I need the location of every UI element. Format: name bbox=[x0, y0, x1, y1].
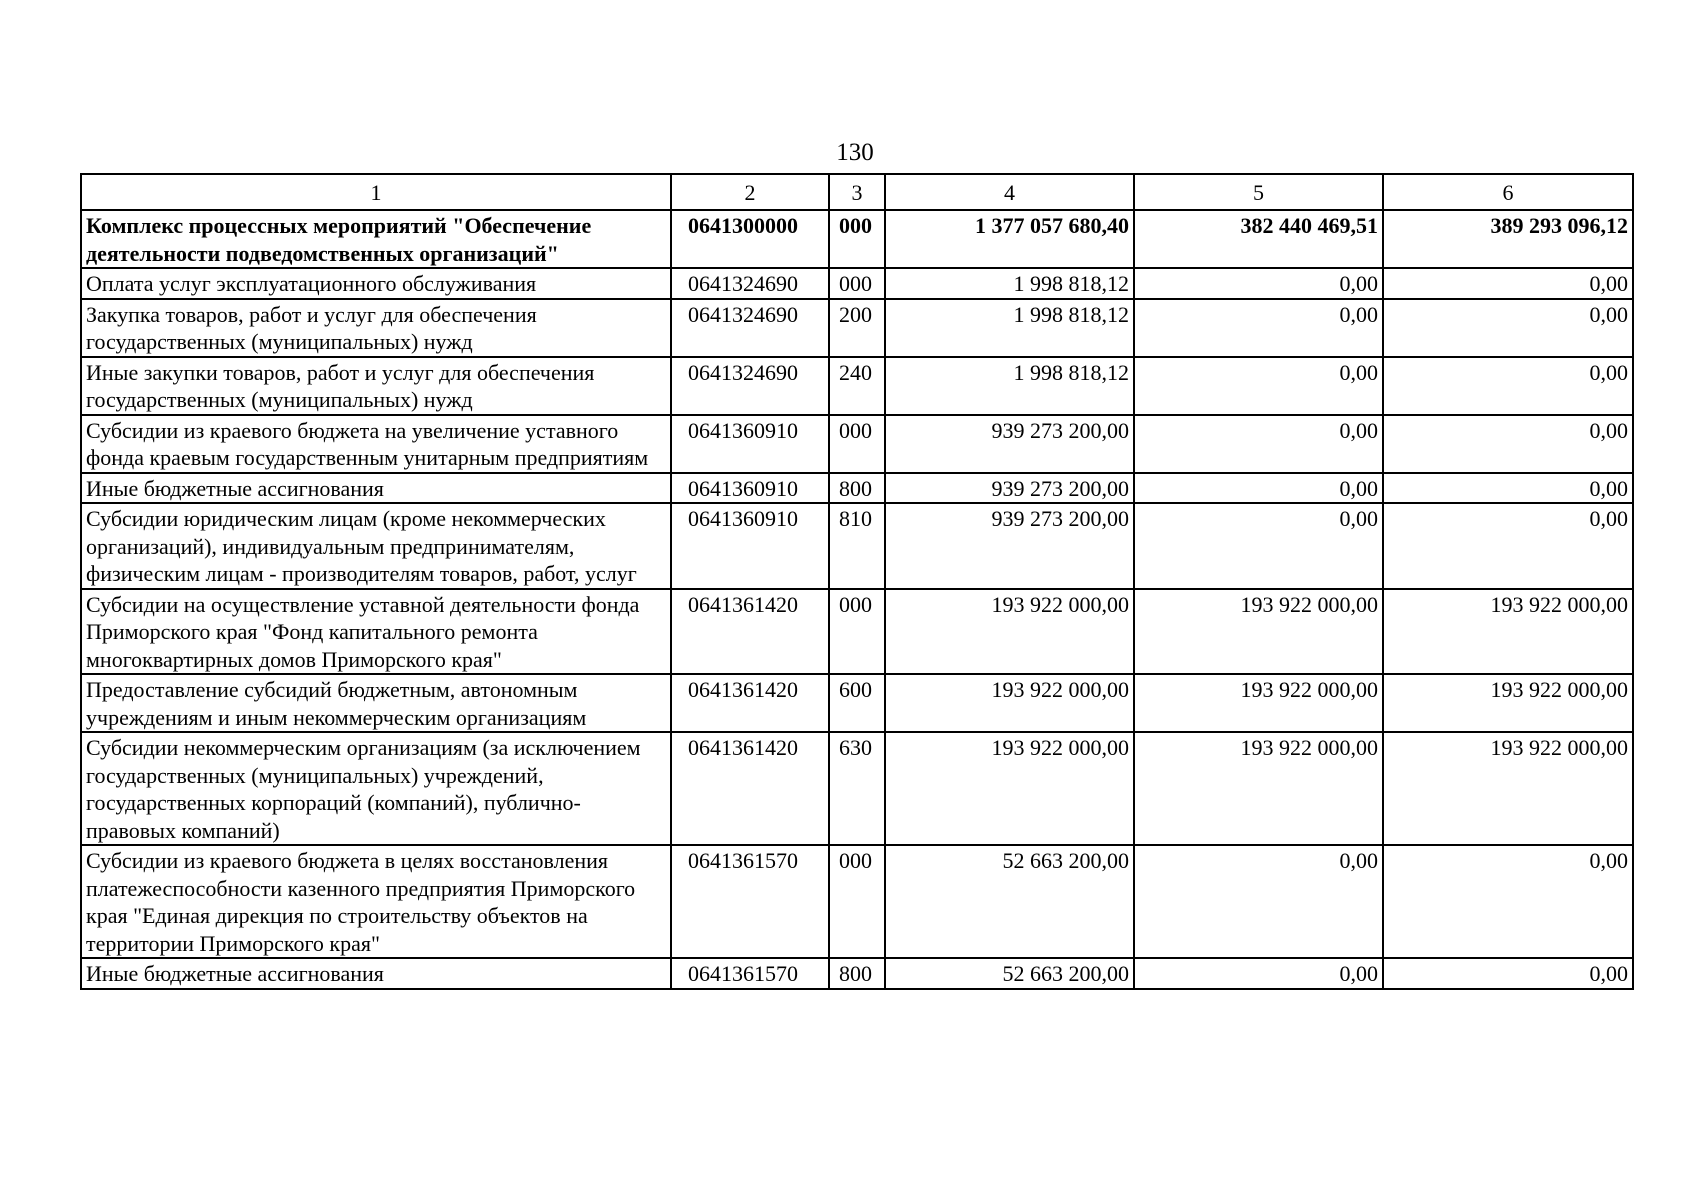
table-row bbox=[81, 210, 1633, 268]
row-expense-type-cell: 810 bbox=[829, 503, 885, 589]
table-row bbox=[81, 732, 1633, 845]
row-amount-col5-cell: 0,00 bbox=[1134, 299, 1383, 357]
row-amount-col6-cell: 193 922 000,00 bbox=[1383, 732, 1633, 845]
row-expense-type-cell: 000 bbox=[829, 415, 885, 473]
row-amount-col6-cell: 389 293 096,12 bbox=[1383, 210, 1633, 268]
row-name-cell: Субсидии из краевого бюджета на увеличение уставного фонда краевым государственным унитарным предприятиям bbox=[81, 415, 671, 473]
row-name-cell: Комплекс процессных мероприятий "Обеспечение деятельности подведомственных организаций" bbox=[81, 210, 671, 268]
row-expense-type-cell: 000 bbox=[829, 589, 885, 675]
row-name-cell: Предоставление субсидий бюджетным, автономным учреждениям и иным некоммерческим организациям bbox=[81, 674, 671, 732]
column-number-4: 4 bbox=[885, 174, 1134, 210]
row-target-code-cell: 0641361420 bbox=[671, 732, 829, 845]
row-name-cell: Иные бюджетные ассигнования bbox=[81, 473, 671, 504]
row-target-code-cell: 0641324690 bbox=[671, 268, 829, 299]
row-target-code-cell: 0641360910 bbox=[671, 473, 829, 504]
table-row bbox=[81, 299, 1633, 357]
row-name-cell: Иные бюджетные ассигнования bbox=[81, 958, 671, 989]
table-row bbox=[81, 503, 1633, 589]
column-number-header-row bbox=[81, 174, 1633, 210]
row-amount-col4-cell: 193 922 000,00 bbox=[885, 589, 1134, 675]
row-amount-col5-cell: 0,00 bbox=[1134, 958, 1383, 989]
table-row bbox=[81, 415, 1633, 473]
row-name-cell: Оплата услуг эксплуатационного обслуживания bbox=[81, 268, 671, 299]
column-number-3: 3 bbox=[829, 174, 885, 210]
row-amount-col5-cell: 193 922 000,00 bbox=[1134, 589, 1383, 675]
row-amount-col4-cell: 193 922 000,00 bbox=[885, 732, 1134, 845]
row-amount-col5-cell: 382 440 469,51 bbox=[1134, 210, 1383, 268]
row-amount-col6-cell: 193 922 000,00 bbox=[1383, 674, 1633, 732]
table-row bbox=[81, 268, 1633, 299]
row-amount-col5-cell: 0,00 bbox=[1134, 415, 1383, 473]
row-amount-col4-cell: 939 273 200,00 bbox=[885, 415, 1134, 473]
row-amount-col4-cell: 193 922 000,00 bbox=[885, 674, 1134, 732]
row-expense-type-cell: 800 bbox=[829, 473, 885, 504]
row-name-cell: Субсидии некоммерческим организациям (за исключением государственных (муниципальных) учреждений, государственных корпораций (компаний), публично-правовых компаний) bbox=[81, 732, 671, 845]
row-amount-col4-cell: 939 273 200,00 bbox=[885, 503, 1134, 589]
row-target-code-cell: 0641360910 bbox=[671, 415, 829, 473]
row-expense-type-cell: 630 bbox=[829, 732, 885, 845]
row-expense-type-cell: 240 bbox=[829, 357, 885, 415]
table-body bbox=[81, 210, 1633, 989]
row-amount-col4-cell: 52 663 200,00 bbox=[885, 845, 1134, 958]
table-row bbox=[81, 674, 1633, 732]
row-expense-type-cell: 600 bbox=[829, 674, 885, 732]
row-amount-col6-cell: 0,00 bbox=[1383, 415, 1633, 473]
table-row bbox=[81, 845, 1633, 958]
row-amount-col5-cell: 0,00 bbox=[1134, 845, 1383, 958]
row-amount-col6-cell: 0,00 bbox=[1383, 299, 1633, 357]
row-amount-col4-cell: 1 998 818,12 bbox=[885, 299, 1134, 357]
row-target-code-cell: 0641360910 bbox=[671, 503, 829, 589]
row-name-cell: Иные закупки товаров, работ и услуг для обеспечения государственных (муниципальных) нужд bbox=[81, 357, 671, 415]
row-name-cell: Закупка товаров, работ и услуг для обеспечения государственных (муниципальных) нужд bbox=[81, 299, 671, 357]
budget-table bbox=[80, 173, 1634, 990]
page-number: 130 bbox=[836, 139, 874, 166]
row-expense-type-cell: 000 bbox=[829, 268, 885, 299]
table-row bbox=[81, 589, 1633, 675]
row-amount-col6-cell: 0,00 bbox=[1383, 357, 1633, 415]
column-number-1: 1 bbox=[81, 174, 671, 210]
row-amount-col4-cell: 1 377 057 680,40 bbox=[885, 210, 1134, 268]
row-expense-type-cell: 000 bbox=[829, 845, 885, 958]
row-amount-col6-cell: 0,00 bbox=[1383, 473, 1633, 504]
row-amount-col4-cell: 1 998 818,12 bbox=[885, 357, 1134, 415]
row-amount-col6-cell: 193 922 000,00 bbox=[1383, 589, 1633, 675]
row-expense-type-cell: 200 bbox=[829, 299, 885, 357]
row-amount-col4-cell: 1 998 818,12 bbox=[885, 268, 1134, 299]
row-target-code-cell: 0641300000 bbox=[671, 210, 829, 268]
row-name-cell: Субсидии юридическим лицам (кроме некоммерческих организаций), индивидуальным предпринимателям, физическим лицам - производителям товаров, работ, услуг bbox=[81, 503, 671, 589]
column-number-6: 6 bbox=[1383, 174, 1633, 210]
row-target-code-cell: 0641324690 bbox=[671, 357, 829, 415]
row-target-code-cell: 0641361570 bbox=[671, 845, 829, 958]
column-number-5: 5 bbox=[1134, 174, 1383, 210]
column-number-2: 2 bbox=[671, 174, 829, 210]
row-amount-col5-cell: 0,00 bbox=[1134, 473, 1383, 504]
row-amount-col5-cell: 193 922 000,00 bbox=[1134, 732, 1383, 845]
row-amount-col4-cell: 939 273 200,00 bbox=[885, 473, 1134, 504]
row-expense-type-cell: 000 bbox=[829, 210, 885, 268]
row-amount-col6-cell: 0,00 bbox=[1383, 503, 1633, 589]
row-amount-col4-cell: 52 663 200,00 bbox=[885, 958, 1134, 989]
row-target-code-cell: 0641361420 bbox=[671, 589, 829, 675]
row-name-cell: Субсидии из краевого бюджета в целях восстановления платежеспособности казенного предприятия Приморского края "Единая дирекция по строительству объектов на территории Приморского края" bbox=[81, 845, 671, 958]
row-amount-col5-cell: 0,00 bbox=[1134, 268, 1383, 299]
row-amount-col6-cell: 0,00 bbox=[1383, 958, 1633, 989]
row-target-code-cell: 0641361420 bbox=[671, 674, 829, 732]
table-row bbox=[81, 357, 1633, 415]
row-amount-col5-cell: 0,00 bbox=[1134, 503, 1383, 589]
table-row bbox=[81, 958, 1633, 989]
row-amount-col5-cell: 193 922 000,00 bbox=[1134, 674, 1383, 732]
row-amount-col5-cell: 0,00 bbox=[1134, 357, 1383, 415]
row-expense-type-cell: 800 bbox=[829, 958, 885, 989]
row-name-cell: Субсидии на осуществление уставной деятельности фонда Приморского края "Фонд капитального ремонта многоквартирных домов Приморского края" bbox=[81, 589, 671, 675]
table-row bbox=[81, 473, 1633, 504]
row-target-code-cell: 0641324690 bbox=[671, 299, 829, 357]
row-amount-col6-cell: 0,00 bbox=[1383, 845, 1633, 958]
row-target-code-cell: 0641361570 bbox=[671, 958, 829, 989]
row-amount-col6-cell: 0,00 bbox=[1383, 268, 1633, 299]
